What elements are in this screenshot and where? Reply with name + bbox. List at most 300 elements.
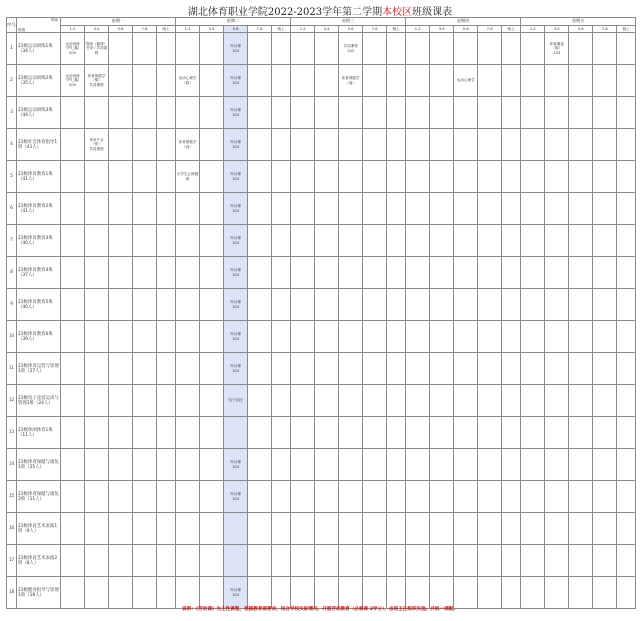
course-cell xyxy=(387,289,406,321)
course-cell xyxy=(569,385,593,417)
course-cell xyxy=(272,193,291,225)
row-number: 7 xyxy=(7,225,17,257)
course-cell xyxy=(176,577,200,609)
course-cell xyxy=(109,449,133,481)
course-cell xyxy=(521,129,545,161)
course-cell xyxy=(593,513,617,545)
course-cell xyxy=(200,161,224,193)
course-cell xyxy=(363,545,387,577)
class-name: 21级体育艺术表演2班（8人） xyxy=(17,545,61,577)
course-cell xyxy=(176,545,200,577)
course-cell xyxy=(593,33,617,65)
row-number: 16 xyxy=(7,513,17,545)
class-name: 21级体育教育6班（39人） xyxy=(17,321,61,353)
course-cell xyxy=(593,417,617,449)
class-name: 21级健身指导与管理1班（18人） xyxy=(17,577,61,609)
course-cell xyxy=(545,417,569,449)
course-cell xyxy=(478,225,502,257)
header-periods-row xyxy=(7,26,636,33)
course-cell xyxy=(545,513,569,545)
course-cell xyxy=(291,353,315,385)
course-cell xyxy=(85,417,109,449)
course-cell xyxy=(478,481,502,513)
course-cell: 运动心理学 xyxy=(454,65,478,97)
period-header: 1-2 xyxy=(521,26,545,33)
course-cell xyxy=(593,385,617,417)
course-cell xyxy=(454,577,478,609)
course-cell xyxy=(61,161,85,193)
course-cell xyxy=(593,289,617,321)
course-cell xyxy=(478,545,502,577)
title-prefix: 湖北体育职业学院2022-2023学年第二学期 xyxy=(187,7,383,18)
course-cell: 运动心理学（陈） xyxy=(176,65,200,97)
course-cell xyxy=(617,321,636,353)
course-cell xyxy=(387,513,406,545)
course-cell xyxy=(315,33,339,65)
course-cell xyxy=(272,545,291,577)
class-name: 21级体育教育1班（41人） xyxy=(17,161,61,193)
class-row xyxy=(7,417,636,449)
course-cell: 小学生心理健康 xyxy=(176,161,200,193)
course-cell xyxy=(478,129,502,161)
course-cell xyxy=(387,33,406,65)
course-cell xyxy=(157,353,176,385)
course-cell xyxy=(593,353,617,385)
course-cell xyxy=(545,385,569,417)
course-cell xyxy=(248,33,272,65)
course-cell xyxy=(387,449,406,481)
course-cell xyxy=(593,449,617,481)
course-cell xyxy=(133,513,157,545)
course-cell xyxy=(521,225,545,257)
class-name: 21级运动训练2班（35人） xyxy=(17,65,61,97)
course-cell xyxy=(478,321,502,353)
course-cell xyxy=(291,161,315,193)
course-cell xyxy=(363,161,387,193)
time-header: 时间 xyxy=(50,18,58,22)
course-cell xyxy=(502,161,521,193)
seq-header: 序号 xyxy=(7,18,17,33)
course-cell xyxy=(569,449,593,481)
course-cell xyxy=(315,193,339,225)
course-cell xyxy=(478,289,502,321)
course-cell xyxy=(593,577,617,609)
course-cell xyxy=(339,97,363,129)
course-cell xyxy=(133,481,157,513)
course-cell xyxy=(569,513,593,545)
course-cell xyxy=(85,577,109,609)
course-cell xyxy=(85,193,109,225)
course-cell xyxy=(387,417,406,449)
period-header: 1-2 xyxy=(406,26,430,33)
course-cell xyxy=(521,257,545,289)
course-cell xyxy=(133,417,157,449)
course-cell xyxy=(291,65,315,97)
class-row xyxy=(7,97,636,129)
row-number: 3 xyxy=(7,97,17,129)
title-suffix: 班级课表 xyxy=(412,7,453,18)
course-cell xyxy=(569,289,593,321)
course-cell xyxy=(617,193,636,225)
course-cell xyxy=(176,385,200,417)
course-cell xyxy=(430,513,454,545)
course-cell xyxy=(502,385,521,417)
course-cell xyxy=(545,65,569,97)
course-cell xyxy=(176,513,200,545)
course-cell xyxy=(248,449,272,481)
course-cell xyxy=(248,225,272,257)
class-row xyxy=(7,481,636,513)
course-cell xyxy=(617,449,636,481)
course-cell xyxy=(61,289,85,321)
period-header: 7-8 xyxy=(133,26,157,33)
course-cell xyxy=(85,289,109,321)
course-cell: 劳动课 103 xyxy=(224,65,248,97)
row-number: 8 xyxy=(7,257,17,289)
course-cell xyxy=(502,417,521,449)
row-number: 17 xyxy=(7,545,17,577)
course-cell xyxy=(454,225,478,257)
course-cell xyxy=(248,97,272,129)
period-header: 5-6 xyxy=(109,26,133,33)
course-cell: 劳动课 103 xyxy=(224,289,248,321)
course-cell xyxy=(430,193,454,225)
course-cell xyxy=(593,545,617,577)
row-number: 14 xyxy=(7,449,17,481)
course-cell xyxy=(406,577,430,609)
course-cell xyxy=(272,129,291,161)
course-cell xyxy=(272,289,291,321)
course-cell xyxy=(272,225,291,257)
course-cell xyxy=(291,449,315,481)
course-cell xyxy=(248,545,272,577)
course-cell xyxy=(569,193,593,225)
course-cell xyxy=(291,289,315,321)
course-cell xyxy=(248,385,272,417)
course-cell xyxy=(569,161,593,193)
row-number: 15 xyxy=(7,481,17,513)
course-cell xyxy=(387,129,406,161)
course-cell: 劳动课 103 xyxy=(224,193,248,225)
course-cell xyxy=(315,545,339,577)
course-cell xyxy=(593,257,617,289)
header-days-row xyxy=(7,18,636,26)
course-cell xyxy=(478,97,502,129)
course-cell xyxy=(502,481,521,513)
course-cell xyxy=(363,193,387,225)
course-cell xyxy=(617,513,636,545)
course-cell xyxy=(157,385,176,417)
row-number: 12 xyxy=(7,385,17,417)
course-cell xyxy=(339,545,363,577)
class-row xyxy=(7,161,636,193)
course-cell xyxy=(387,97,406,129)
course-cell xyxy=(406,321,430,353)
course-cell xyxy=(291,513,315,545)
class-row xyxy=(7,577,636,609)
period-header: 晚上 xyxy=(387,26,406,33)
course-cell xyxy=(545,545,569,577)
course-cell xyxy=(454,289,478,321)
timetable-grid xyxy=(6,17,636,609)
day-header: 星期五 xyxy=(521,18,636,26)
course-cell xyxy=(248,129,272,161)
course-cell xyxy=(363,33,387,65)
course-cell: 劳动课 103 xyxy=(224,577,248,609)
course-cell: 劳动课 103 xyxy=(224,33,248,65)
course-cell xyxy=(593,225,617,257)
course-cell xyxy=(363,97,387,129)
period-header: 5-6 xyxy=(224,26,248,33)
period-header: 晚上 xyxy=(502,26,521,33)
course-cell xyxy=(502,257,521,289)
course-cell xyxy=(454,513,478,545)
course-cell xyxy=(315,481,339,513)
course-cell xyxy=(406,193,430,225)
course-cell xyxy=(133,257,157,289)
course-cell xyxy=(617,353,636,385)
course-cell xyxy=(521,481,545,513)
course-cell xyxy=(109,385,133,417)
course-cell xyxy=(430,577,454,609)
course-cell xyxy=(248,161,272,193)
course-cell xyxy=(176,225,200,257)
course-cell xyxy=(61,97,85,129)
day-header: 星期一 xyxy=(61,18,176,26)
course-cell xyxy=(133,353,157,385)
day-header: 星期四 xyxy=(406,18,521,26)
course-cell xyxy=(85,449,109,481)
course-cell xyxy=(430,97,454,129)
course-cell xyxy=(272,353,291,385)
course-cell xyxy=(387,193,406,225)
course-cell xyxy=(272,513,291,545)
course-cell xyxy=(200,65,224,97)
course-cell xyxy=(545,449,569,481)
course-cell xyxy=(387,161,406,193)
class-row xyxy=(7,449,636,481)
course-cell xyxy=(248,193,272,225)
course-cell xyxy=(248,289,272,321)
course-cell xyxy=(406,513,430,545)
period-header: 7-8 xyxy=(248,26,272,33)
course-cell xyxy=(545,257,569,289)
course-cell xyxy=(85,97,109,129)
course-cell xyxy=(387,353,406,385)
course-cell xyxy=(363,225,387,257)
course-cell xyxy=(200,129,224,161)
course-cell xyxy=(339,289,363,321)
course-cell xyxy=(478,385,502,417)
course-cell xyxy=(430,161,454,193)
course-cell xyxy=(291,417,315,449)
course-cell xyxy=(200,257,224,289)
course-cell xyxy=(430,417,454,449)
period-header: 7-8 xyxy=(363,26,387,33)
course-cell: 管理（健康） 书馆 / 共同课程 xyxy=(85,33,109,65)
course-cell xyxy=(200,225,224,257)
course-cell xyxy=(502,353,521,385)
course-cell xyxy=(406,289,430,321)
class-name: 21级体育教育3班（40人） xyxy=(17,225,61,257)
course-cell xyxy=(363,385,387,417)
period-header: 1-2 xyxy=(291,26,315,33)
day-header: 星期三 xyxy=(291,18,406,26)
course-cell xyxy=(85,321,109,353)
course-cell xyxy=(133,577,157,609)
course-cell xyxy=(109,65,133,97)
course-cell xyxy=(593,321,617,353)
course-cell xyxy=(545,481,569,513)
course-cell xyxy=(291,577,315,609)
class-row xyxy=(7,385,636,417)
timetable-body xyxy=(7,33,636,609)
course-cell xyxy=(430,545,454,577)
course-cell xyxy=(617,225,636,257)
row-number: 9 xyxy=(7,289,17,321)
course-cell xyxy=(157,257,176,289)
course-cell xyxy=(406,449,430,481)
course-cell xyxy=(224,513,248,545)
period-header: 3-4 xyxy=(200,26,224,33)
course-cell xyxy=(593,65,617,97)
course-cell xyxy=(363,481,387,513)
course-cell xyxy=(593,193,617,225)
course-cell xyxy=(478,353,502,385)
class-name: 21级体育艺术表演1班（9人） xyxy=(17,513,61,545)
course-cell xyxy=(315,417,339,449)
course-cell xyxy=(521,97,545,129)
row-number: 10 xyxy=(7,321,17,353)
period-header: 1-2 xyxy=(61,26,85,33)
course-cell xyxy=(521,449,545,481)
course-cell xyxy=(454,33,478,65)
course-cell xyxy=(406,257,430,289)
course-cell: 运动训练 （罗仁鑫）205 xyxy=(61,65,85,97)
course-cell xyxy=(406,97,430,129)
course-cell xyxy=(502,449,521,481)
period-header: 5-6 xyxy=(339,26,363,33)
course-cell xyxy=(454,417,478,449)
class-row xyxy=(7,289,636,321)
course-cell xyxy=(61,577,85,609)
course-cell xyxy=(157,97,176,129)
course-cell xyxy=(593,161,617,193)
class-row xyxy=(7,545,636,577)
course-cell xyxy=(315,97,339,129)
course-cell xyxy=(315,321,339,353)
course-cell xyxy=(248,513,272,545)
course-cell xyxy=(61,449,85,481)
course-cell xyxy=(521,161,545,193)
course-cell xyxy=(315,257,339,289)
course-cell xyxy=(454,161,478,193)
course-cell xyxy=(157,321,176,353)
course-cell xyxy=(315,65,339,97)
course-cell xyxy=(176,417,200,449)
course-cell xyxy=(593,97,617,129)
course-cell xyxy=(569,545,593,577)
class-row xyxy=(7,33,636,65)
class-name: 21级休闲体育1班（11人） xyxy=(17,417,61,449)
period-header: 1-2 xyxy=(176,26,200,33)
course-cell xyxy=(454,97,478,129)
course-cell xyxy=(200,289,224,321)
course-cell xyxy=(430,449,454,481)
course-cell xyxy=(109,577,133,609)
course-cell xyxy=(478,33,502,65)
course-cell xyxy=(291,321,315,353)
course-cell xyxy=(315,225,339,257)
course-cell xyxy=(61,385,85,417)
course-cell xyxy=(339,417,363,449)
course-cell xyxy=(502,97,521,129)
period-header: 3-4 xyxy=(315,26,339,33)
course-cell xyxy=(339,321,363,353)
course-cell xyxy=(617,417,636,449)
course-cell xyxy=(176,353,200,385)
course-cell xyxy=(339,481,363,513)
course-cell xyxy=(454,481,478,513)
course-cell xyxy=(248,65,272,97)
course-cell xyxy=(157,577,176,609)
course-cell xyxy=(315,289,339,321)
course-cell: 劳动课 103 xyxy=(224,353,248,385)
course-cell xyxy=(85,513,109,545)
course-cell xyxy=(521,545,545,577)
course-cell xyxy=(502,545,521,577)
period-header: 7-8 xyxy=(593,26,617,33)
course-cell xyxy=(478,161,502,193)
course-cell xyxy=(291,385,315,417)
course-cell xyxy=(430,225,454,257)
course-cell xyxy=(157,545,176,577)
course-cell xyxy=(478,257,502,289)
course-cell xyxy=(569,97,593,129)
course-cell xyxy=(109,545,133,577)
course-cell xyxy=(430,65,454,97)
course-cell xyxy=(224,545,248,577)
course-cell xyxy=(387,65,406,97)
course-cell xyxy=(617,481,636,513)
course-cell xyxy=(387,577,406,609)
period-header: 3-4 xyxy=(545,26,569,33)
course-cell xyxy=(569,65,593,97)
course-cell xyxy=(569,129,593,161)
course-cell xyxy=(430,353,454,385)
class-name: 21级体育教育2班（41人） xyxy=(17,193,61,225)
course-cell xyxy=(363,257,387,289)
course-cell xyxy=(502,129,521,161)
course-cell xyxy=(617,577,636,609)
course-cell xyxy=(387,225,406,257)
course-cell xyxy=(406,65,430,97)
course-cell xyxy=(272,97,291,129)
course-cell xyxy=(85,545,109,577)
course-cell xyxy=(363,65,387,97)
course-cell xyxy=(272,321,291,353)
course-cell xyxy=(248,257,272,289)
class-name: 21级电子竞技运动与管理1班（24人） xyxy=(17,385,61,417)
course-cell xyxy=(387,545,406,577)
course-cell xyxy=(157,225,176,257)
course-cell xyxy=(363,449,387,481)
course-cell xyxy=(61,321,85,353)
course-cell xyxy=(363,577,387,609)
course-cell xyxy=(478,577,502,609)
course-cell xyxy=(272,577,291,609)
class-row xyxy=(7,353,636,385)
